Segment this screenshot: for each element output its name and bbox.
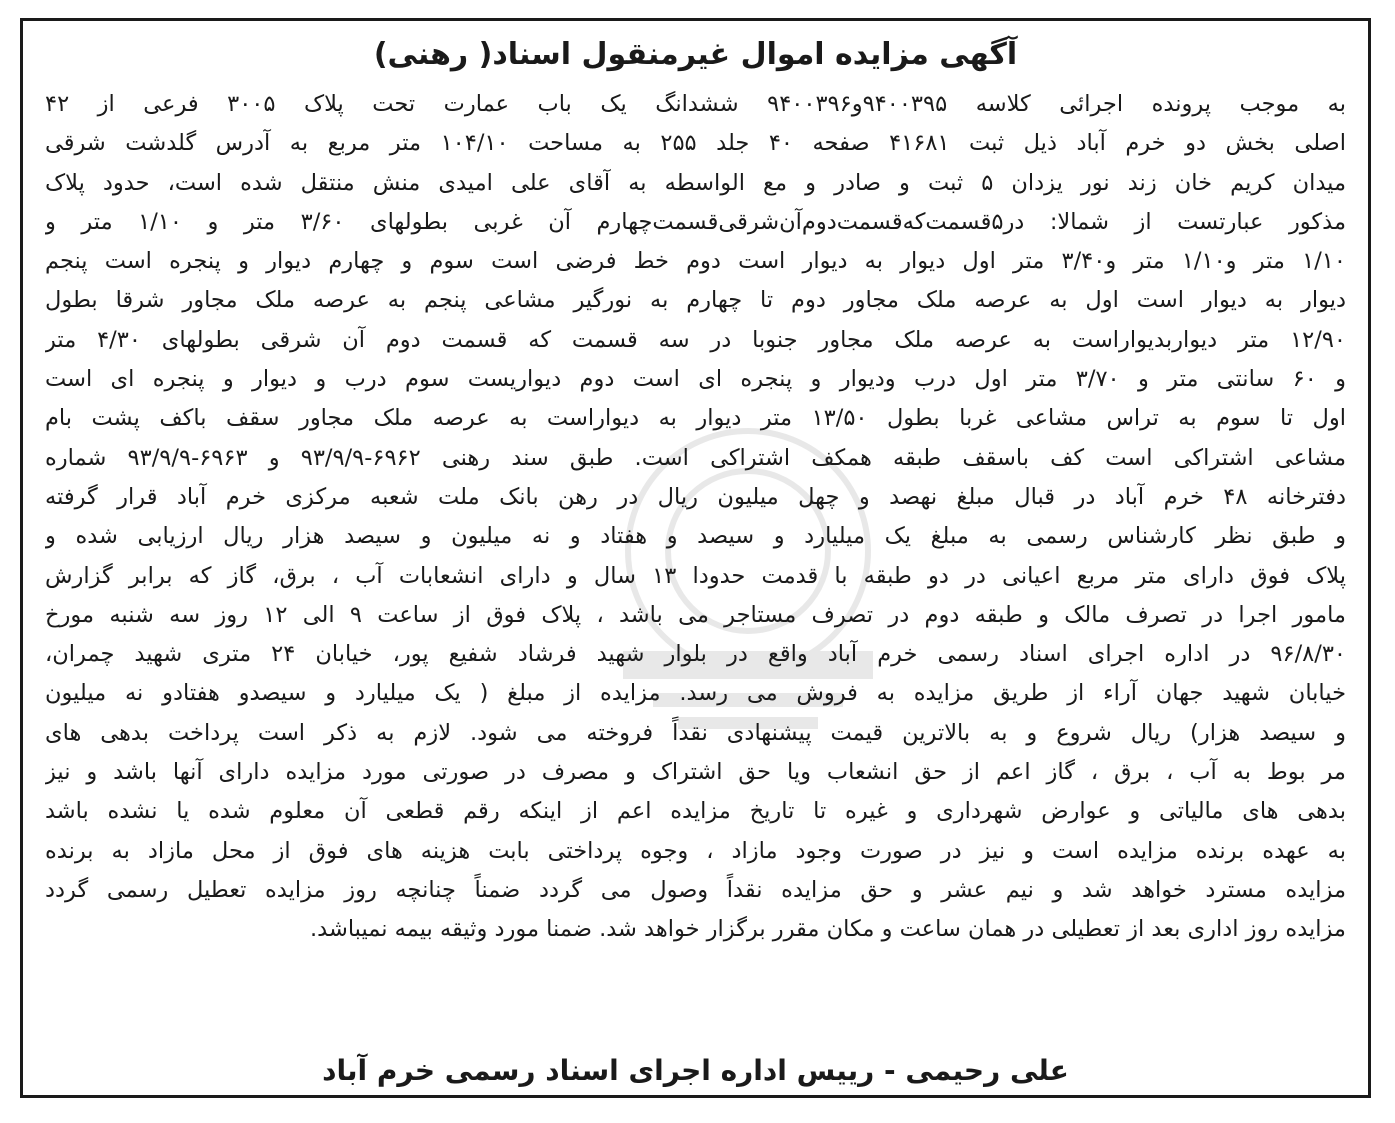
notice-line: ۹۶/۸/۳۰ در اداره اجرای اسناد رسمی خرم آباد واقع در بلوار شهید فرشاد شفیع پور، خیابان ۲۴ متری شهید چمران، [45,641,1346,668]
notice-line: ۱/۱۰ متر و۱/۱۰ متر و۳/۴۰ متر اول دیوار به دیوار است دوم خط فرضی است سوم و چهارم دیوار و پنجره است پنجم [45,248,1346,275]
notice-line: مزایده مسترد خواهد شد و نیم عشر و حق مزایده نقداً وصول می گردد ضمناً چنانچه روز مزایده تعطیل رسمی گردد [45,876,1346,903]
notice-line: دیوار به دیوار است اول به عرصه ملک مجاور دوم تا چهارم به نورگیر مشاعی پنجم به عرصه ملک مجاور شرقا بطول [45,287,1346,314]
notice-line: پلاک فوق دارای متر مربع اعیانی در دو طبقه با قدمت حدودا ۱۳ سال و دارای انشعابات آب ، برق، گاز که برابر گزارش [45,562,1346,589]
notice-line: و سیصد هزار) ریال شروع و به بالاترین قیمت پیشنهادی نقداً فروخته می شود. لازم به ذکر است پرداخت بدهی های [45,719,1346,746]
notice-line: مر بوط به آب ، برق ، گاز اعم از حق انشعاب ویا حق اشتراک و مصرف در صورتی مورد مزایده دارای آنها باشد و نیز [45,759,1346,786]
notice-body [45,85,1346,950]
notice-line: میدان کریم خان زند نور یزدان ۵ ثبت و صادر و مع الواسطه به آقای علی امیدی منش منتقل شده است، حدود پلاک [45,169,1346,196]
notice-line: به موجب پرونده اجرائی کلاسه ۹۴۰۰۳۹۵و۹۴۰۰۳۹۶ ششدانگ یک باب عمارت تحت پلاک ۳۰۰۵ فرعی از ۴۲ [45,91,1346,117]
notice-line: و طبق نظر کارشناس رسمی به مبلغ یک میلیارد و سیصد و هفتاد و نه میلیون و سیصد هزار ریال ارزیابی شده و [45,523,1346,550]
notice-title: آگهی مزایده اموال غیرمنقول اسناد( رهنی) [373,37,1018,72]
notice-line: خیابان شهید جهان آراء از طریق مزایده به فروش می رسد. مزایده از مبلغ ( یک میلیارد و سیصدو هفتادو نه میلیون [45,680,1346,707]
notice-line: و ۶۰ سانتی متر و ۳/۷۰ متر اول درب ودیوار و پنجره ای است دوم دیواریست سوم درب و دیوار و پنجره ای است [45,366,1346,393]
notice-line: مزایده روز اداری بعد از تعطیلی در همان ساعت و مکان مقرر برگزار خواهد شد. ضمنا مورد وثیقه بیمه نمیباشد. [310,916,1346,943]
notice-frame [20,18,1371,1098]
notice-line: دفترخانه ۴۸ خرم آباد در قبال مبلغ نهصد و چهل میلیون ریال در رهن بانک ملت شعبه مرکزی خرم آباد قرار گرفته [45,483,1346,510]
notice-line: به عهده برنده مزایده است و نیز در صورت وجود مازاد ، وجوه پرداختی بابت هزینه های فوق از محل مازاد به برنده [45,837,1346,864]
notice-line: اول تا سوم به تراس مشاعی غربا بطول ۱۳/۵۰ متر دیوار به دیواراست به عرصه ملک مجاور سقف باکف پشت بام [45,405,1346,432]
notice-line: بدهی های مالیاتی و عوارض شهرداری و غیره تا تاریخ مزایده اعم از اینکه رقم قطعی آن معلوم شده یا نشده باشد [45,798,1346,825]
notice-line: مامور اجرا در تصرف مالک و طبقه دوم در تصرف مستاجر می باشد ، پلاک فوق از ساعت ۹ الی ۱۲ روز سه شنبه مورخ [45,601,1346,628]
notice-line: مشاعی اشتراکی است کف باسقف طبقه همکف اشتراکی است. طبق سند رهنی ۶۹۶۲-۹۳/۹/۹ و ۶۹۶۳-۹۳/۹/۹ شماره [45,444,1346,471]
notice-line: ۱۲/۹۰ متر دیواربدیواراست به عرصه ملک مجاور جنوبا در سه قسمت که قسمت دوم آن شرقی بطولهای ۴/۳۰ متر [45,326,1346,353]
notice-line: مذکور عبارتست از شمالا: در۵قسمت‌که‌قسمت‌دوم‌آن‌شرقی‌قسمت‌چهارم آن غربی بطولهای ۳/۶۰ متر و ۱/۱۰ متر و [45,208,1346,235]
signature: علی رحیمی - رییس اداره اجرای اسناد رسمی خرم آباد [322,1054,1069,1087]
notice-line: اصلی بخش دو خرم آباد ذیل ثبت ۴۱۶۸۱ صفحه ۴۰ جلد ۲۵۵ به مساحت ۱۰۴/۱۰ متر مربع به آدرس گلدشت شرقی [45,130,1346,157]
